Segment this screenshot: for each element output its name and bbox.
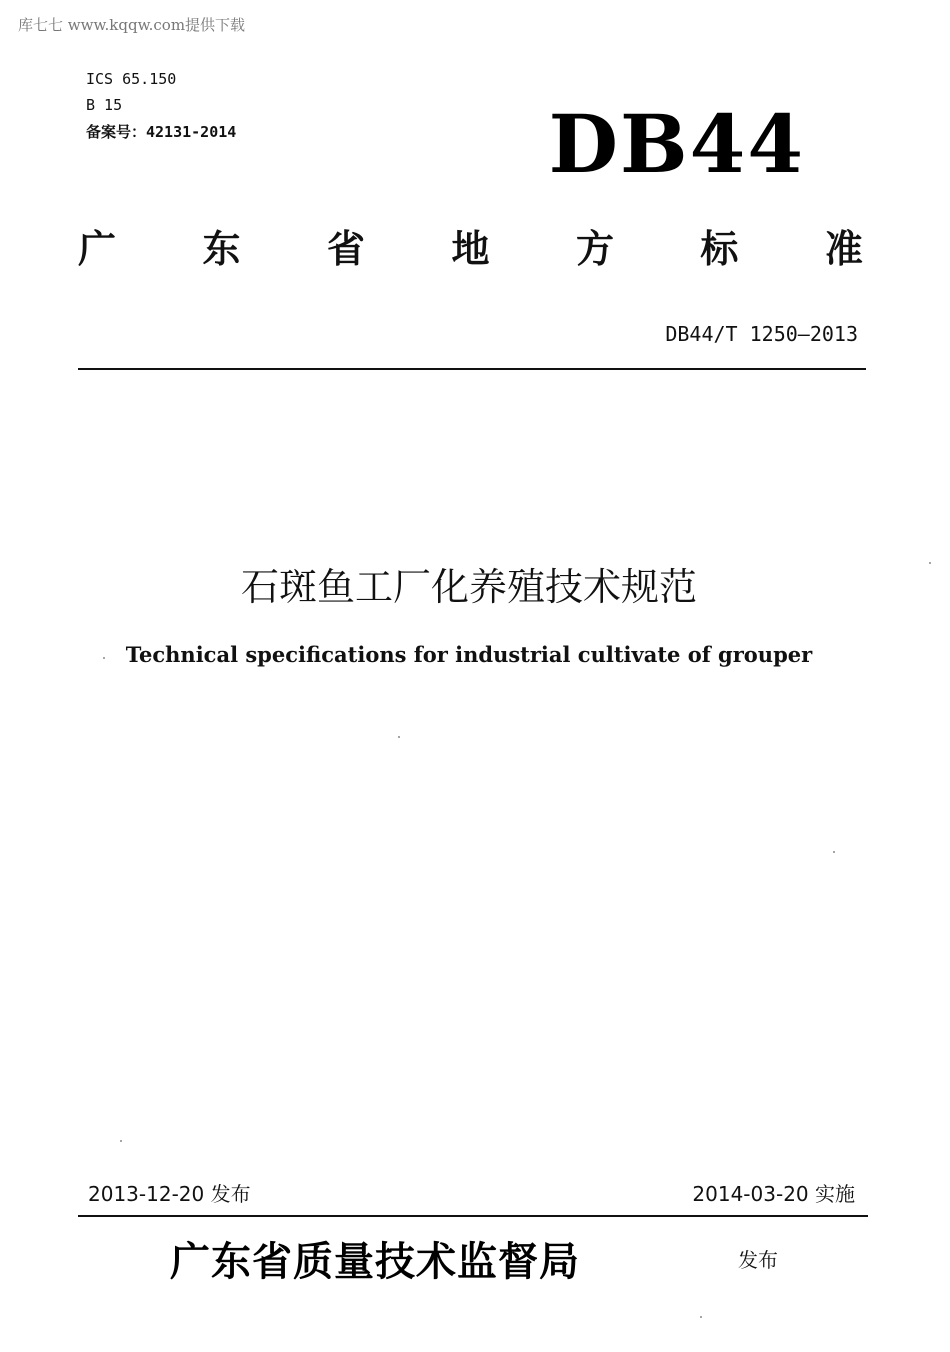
- standard-type-char: 方: [575, 227, 614, 271]
- scan-speck: [398, 736, 400, 738]
- standard-type-char: 省: [326, 227, 365, 271]
- ccs-code: B 15: [86, 96, 123, 114]
- standard-number: DB44/T 1250—2013: [665, 322, 858, 346]
- standard-type-char: 准: [824, 227, 863, 271]
- record-number: 备案号：42131-2014: [86, 123, 237, 141]
- document-title-chinese: 石斑鱼工厂化养殖技术规范: [240, 565, 697, 609]
- standard-type-char: 东: [202, 227, 241, 271]
- bottom-divider: [78, 1215, 868, 1217]
- issuing-authority: 广东省质量技术监督局: [170, 1238, 580, 1285]
- ics-code: ICS 65.150: [86, 70, 177, 88]
- watermark-text: 库七七 www.kqqw.com提供下载: [18, 16, 246, 34]
- scan-speck: [929, 562, 931, 564]
- scan-speck: [103, 657, 105, 659]
- standard-type-char: 标: [700, 227, 739, 271]
- issuer-suffix: 发布: [738, 1248, 778, 1272]
- top-divider: [78, 368, 866, 370]
- standard-type-heading: [78, 218, 863, 273]
- implementation-date: 2014-03-20 实施: [692, 1182, 855, 1206]
- standard-type-char: 广: [78, 227, 117, 271]
- scan-speck: [833, 851, 835, 853]
- scan-speck: [120, 1140, 122, 1142]
- scan-speck: [700, 1316, 702, 1318]
- document-title-english: Technical specifications for industrial cultivate of grouper: [125, 642, 813, 667]
- db44-logo: DB44: [548, 97, 805, 191]
- standard-type-char: 地: [451, 227, 490, 271]
- issue-date: 2013-12-20 发布: [88, 1182, 251, 1206]
